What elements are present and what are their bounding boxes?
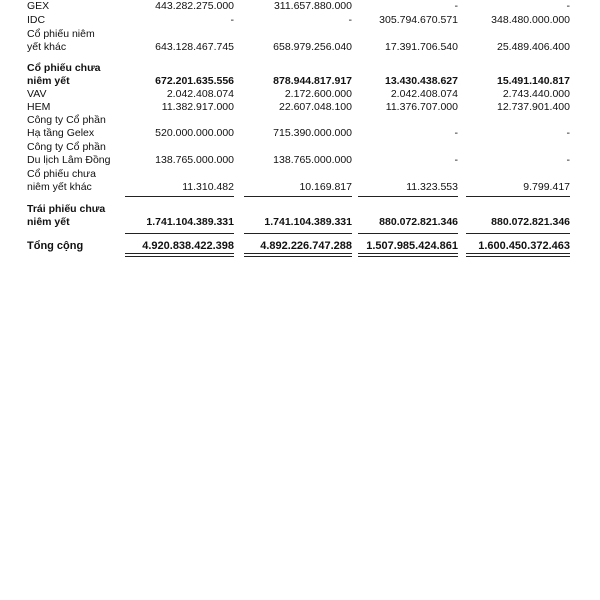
cell-col-1: 443.282.275.000 xyxy=(155,0,234,12)
cell-col-4: 15.491.140.817 xyxy=(497,75,570,87)
cell-col-2: 715.390.000.000 xyxy=(273,127,352,139)
row-label: HEM xyxy=(27,101,51,113)
cell-col-1: 672.201.635.556 xyxy=(155,75,234,87)
cell-col-1: 2.042.408.074 xyxy=(166,88,234,100)
total-double-rule-col-3 xyxy=(358,253,458,257)
cell-col-4: 880.072.821.346 xyxy=(491,216,570,228)
cell-col-3: 11.376.707.000 xyxy=(385,101,458,113)
row-label: Hạ tầng Gelex xyxy=(27,127,95,139)
row-label: Công ty Cổ phần xyxy=(27,141,106,153)
cell-col-4: - xyxy=(566,0,570,12)
total-top-rule-col-1 xyxy=(125,233,234,234)
cell-col-2: 658.979.256.040 xyxy=(273,41,352,53)
row-label: IDC xyxy=(27,14,46,26)
cell-col-1: 520.000.000.000 xyxy=(155,127,234,139)
cell-col-1: 1.741.104.389.331 xyxy=(146,216,234,228)
row-label: Du lịch Lâm Đồng xyxy=(27,154,111,166)
subtotal-rule-col-3 xyxy=(358,196,458,197)
cell-col-4: 348.480.000.000 xyxy=(491,14,570,26)
row-label: Cổ phiếu chưa xyxy=(27,168,96,180)
row-label: GEX xyxy=(27,0,50,12)
cell-col-3: - xyxy=(454,127,458,139)
row-label: Trái phiếu chưa xyxy=(27,203,106,215)
row-label: niêm yết xyxy=(27,75,70,87)
cell-col-2: 4.892.226.747.288 xyxy=(260,240,352,252)
cell-col-4: - xyxy=(566,154,570,166)
cell-col-3: - xyxy=(454,154,458,166)
cell-col-2: 2.172.600.000 xyxy=(284,88,352,100)
row-label: Cổ phiếu chưa xyxy=(27,62,101,74)
row-label: niêm yết xyxy=(27,216,70,228)
cell-col-4: 25.489.406.400 xyxy=(497,41,570,53)
cell-col-1: 11.382.917.000 xyxy=(161,101,234,113)
total-double-rule-col-2 xyxy=(244,253,352,257)
total-double-rule-col-1 xyxy=(125,253,234,257)
cell-col-4: 1.600.450.372.463 xyxy=(478,240,570,252)
subtotal-rule-col-2 xyxy=(244,196,352,197)
row-label: niêm yết khác xyxy=(27,181,92,193)
cell-col-1: - xyxy=(230,14,234,26)
total-top-rule-col-3 xyxy=(358,233,458,234)
total-double-rule-col-4 xyxy=(466,253,570,257)
cell-col-1: 11.310.482 xyxy=(182,181,234,193)
row-label: Công ty Cổ phần xyxy=(27,114,106,126)
cell-col-1: 643.128.467.745 xyxy=(155,41,234,53)
cell-col-3: 305.794.670.571 xyxy=(379,14,458,26)
cell-col-1: 4.920.838.422.398 xyxy=(142,240,234,252)
row-label: yết khác xyxy=(27,41,67,53)
cell-col-2: 10.169.817 xyxy=(299,181,352,193)
cell-col-2: 1.741.104.389.331 xyxy=(264,216,352,228)
cell-col-3: 17.391.706.540 xyxy=(385,41,458,53)
total-top-rule-col-4 xyxy=(466,233,570,234)
row-label: VAV xyxy=(27,88,47,100)
cell-col-3: 880.072.821.346 xyxy=(379,216,458,228)
cell-col-3: - xyxy=(454,0,458,12)
row-label: Cổ phiếu niêm xyxy=(27,28,95,40)
cell-col-2: - xyxy=(348,14,352,26)
cell-col-4: - xyxy=(566,127,570,139)
row-label: Tổng cộng xyxy=(27,240,84,252)
cell-col-3: 11.323.553 xyxy=(406,181,458,193)
cell-col-4: 2.743.440.000 xyxy=(502,88,570,100)
cell-col-3: 1.507.985.424.861 xyxy=(366,240,458,252)
subtotal-rule-col-4 xyxy=(466,196,570,197)
cell-col-2: 22.607.048.100 xyxy=(279,101,352,113)
total-top-rule-col-2 xyxy=(244,233,352,234)
cell-col-3: 13.430.438.627 xyxy=(385,75,458,87)
cell-col-4: 12.737.901.400 xyxy=(497,101,570,113)
cell-col-3: 2.042.408.074 xyxy=(390,88,458,100)
subtotal-rule-col-1 xyxy=(125,196,234,197)
cell-col-2: 138.765.000.000 xyxy=(273,154,352,166)
cell-col-2: 878.944.817.917 xyxy=(273,75,352,87)
cell-col-4: 9.799.417 xyxy=(523,181,570,193)
cell-col-2: 311.657.880.000 xyxy=(273,0,352,12)
cell-col-1: 138.765.000.000 xyxy=(155,154,234,166)
